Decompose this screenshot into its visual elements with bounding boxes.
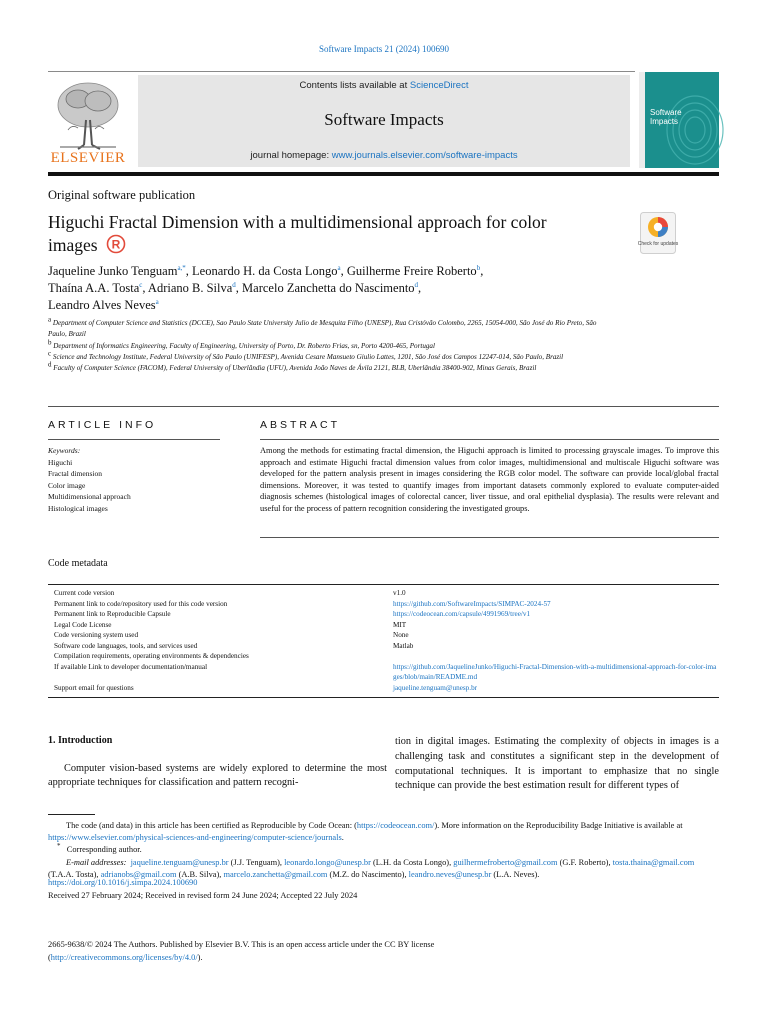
metadata-value: MIT xyxy=(393,620,407,629)
metadata-value: Matlab xyxy=(393,641,414,650)
email-owner: (L.A. Neves). xyxy=(493,869,540,879)
email-link[interactable]: marcelo.zanchetta@gmail.com xyxy=(223,869,328,879)
keywords-block xyxy=(48,445,228,514)
license-suffix: ). xyxy=(197,952,203,962)
author xyxy=(347,264,483,278)
email-link[interactable]: guilhermefroberto@gmail.com xyxy=(453,857,558,867)
introduction-paragraph-left: Computer vision-based systems are widely explored to determine the most appropriate techniques for classification and pattern recogni- xyxy=(48,763,387,788)
metadata-value: v1.0 xyxy=(393,589,406,597)
author-affiliation-marker[interactable]: d xyxy=(232,280,236,289)
affiliation-divider xyxy=(48,406,719,407)
affiliation-marker: b xyxy=(48,338,52,347)
contents-prefix: Contents lists available at xyxy=(299,80,410,91)
table-row xyxy=(48,630,719,641)
abstract-text: Among the methods for estimating fractal dimension, the Higuchi approach is limited to processing grayscale images. To improve this approach and estimate Higuchi fractal dimension values from color images, multidimensional and multiscale Higuchi software was developed for the pattern analysis present in images considering the RGB color model. The software can provide local/global fractal dimensions. Moreover, it was tested to quantify images from important datasets commonly explored to evaluate computer-aided diagnosis schemes (histological images of colorectal cancer, liver tissue, and oral epithelial dysplasia). The results were relevant and useful for the process of pattern recognition considering the investigated groups. xyxy=(260,446,719,513)
paper-title-text: Higuchi Fractal Dimension with a multidimensional approach for color images xyxy=(48,212,547,255)
affiliations xyxy=(48,315,608,374)
code-metadata-table xyxy=(48,584,719,698)
author xyxy=(148,281,242,295)
author-affiliation-marker[interactable]: a,* xyxy=(177,263,186,272)
affiliation-item xyxy=(48,349,608,363)
author-separator: , xyxy=(142,281,148,295)
author-name[interactable]: Leandro Alves Neves xyxy=(48,298,156,312)
metadata-key: Legal Code License xyxy=(54,620,112,629)
code-metadata-heading: Code metadata xyxy=(48,558,108,569)
check-for-updates-icon[interactable] xyxy=(637,212,679,254)
author-name[interactable]: Adriano B. Silva xyxy=(147,281,233,295)
author-affiliation-marker[interactable]: d xyxy=(414,280,419,289)
sciencedirect-link[interactable]: ScienceDirect xyxy=(409,80,469,91)
email-separator: , xyxy=(219,869,224,879)
elsevier-wordmark: ELSEVIER xyxy=(50,150,126,166)
table-row xyxy=(48,683,719,694)
metadata-key: If available Link to developer documentation/manual xyxy=(54,662,208,671)
metadata-key: Current code version xyxy=(54,589,115,597)
email-owner: (L.H. da Costa Longo) xyxy=(373,857,450,867)
license-statement: 2665-9638/© 2024 The Authors. Published by Elsevier B.V. This is an open access article under the CC BY license (http://creativecommons.org/licenses/by/4.0/). xyxy=(48,940,435,962)
table-row xyxy=(48,609,719,620)
author-affiliation-marker[interactable]: a xyxy=(155,297,159,306)
doi-link[interactable]: https://doi.org/10.1016/j.simpa.2024.100690 xyxy=(48,878,198,887)
journal-title: Software Impacts xyxy=(324,110,444,129)
email-label: E-mail addresses: xyxy=(66,857,127,867)
author-separator: , xyxy=(340,264,347,278)
header-bottom-rule xyxy=(48,172,719,176)
license-text: 2665-9638/© 2024 The Authors. Published by Elsevier B.V. This is an open access article under the CC BY license xyxy=(48,940,435,949)
author-affiliation-marker[interactable]: a xyxy=(337,263,341,272)
metadata-key: Code versioning system used xyxy=(54,631,139,639)
license-link[interactable]: http://creativecommons.org/licenses/by/4.0/ xyxy=(50,952,198,962)
introduction-paragraph-right: tion in digital images. Estimating the complexity of objects in images is a challenging task and constitutes a significant step in the development of computational techniques. It is important to emphasize that no single technique can provide the best estimation result for different types of xyxy=(395,736,719,792)
author-list xyxy=(48,263,608,314)
metadata-key: Permanent link to Reproducible Capsule xyxy=(54,610,171,618)
footnote-rule xyxy=(48,814,95,815)
journal-reference-link[interactable]: Software Impacts 21 (2024) 100690 xyxy=(319,44,449,54)
footnote-text: ). More information on the Reproducibility Badge Initiative is available at xyxy=(434,821,683,830)
support-email-link[interactable]: jaqueline.tenguam@unesp.br xyxy=(393,683,478,692)
abstract-heading: ABSTRACT xyxy=(260,419,341,431)
author xyxy=(242,281,421,295)
keyword-item: Histological images xyxy=(48,503,108,513)
email-owner: (J.J. Tenguam) xyxy=(230,857,280,867)
corresponding-author-note xyxy=(48,844,719,856)
keywords-label: Keywords: xyxy=(48,446,81,455)
abstract-bottom-divider xyxy=(260,537,719,538)
cover-title: Software Impacts xyxy=(650,108,682,126)
affiliation-marker: d xyxy=(48,360,52,369)
author xyxy=(48,281,148,295)
corresponding-marker: * xyxy=(57,842,61,851)
author-separator: , xyxy=(235,281,243,295)
email-owner: (M.Z. do Nascimento) xyxy=(329,869,405,879)
metadata-key: Compilation requirements, operating environments & dependencies xyxy=(54,652,249,660)
email-link[interactable]: leandro.neves@unesp.br xyxy=(408,869,492,879)
affiliation-marker: c xyxy=(48,349,52,358)
author xyxy=(192,264,347,278)
author-name[interactable]: Thaína A.A. Tosta xyxy=(48,281,140,295)
capsule-link[interactable]: https://codeocean.com/capsule/4991969/tree/v1 xyxy=(393,610,531,618)
metadata-key: Software code languages, tools, and services used xyxy=(54,641,198,650)
footnote-text: . xyxy=(341,833,344,843)
reproducible-footnote xyxy=(48,820,719,844)
email-link[interactable]: leonardo.longo@unesp.br xyxy=(284,857,371,867)
table-row xyxy=(48,620,719,631)
table-row xyxy=(48,599,719,610)
table-row xyxy=(48,651,719,662)
metadata-key: Permanent link to code/repository used for this code version xyxy=(54,599,228,608)
journal-cover-image[interactable] xyxy=(639,72,719,168)
affiliation-text: Faculty of Computer Science (FACOM), Federal University of Uberlândia (UFU), Avenida João Naves de Ávila 2121, BLB, Uberlândia 38400-902, Minas Gerais, Brazil xyxy=(53,364,537,373)
metadata-value: None xyxy=(393,631,409,639)
metadata-value xyxy=(393,651,719,662)
author-name[interactable]: Jaqueline Junko Tenguam xyxy=(48,264,178,278)
email-separator: , xyxy=(449,857,454,867)
affiliation-text: Department of Informatics Engineering, Faculty of Engineering, University of Porto, Dr. Roberto Frias, sn, Porto 4200-465, Portugal xyxy=(53,341,435,350)
affiliation-item xyxy=(48,315,608,341)
codeocean-link[interactable]: https://codeocean.com/ xyxy=(356,821,435,830)
author xyxy=(48,298,159,312)
author-name[interactable]: Marcelo Zanchetta do Nascimento xyxy=(242,281,415,295)
author-affiliation-marker[interactable]: b xyxy=(476,263,481,272)
author-separator: , xyxy=(480,264,484,278)
email-link[interactable]: adrianobs@gmail.com xyxy=(100,869,177,879)
keyword-item: Higuchi xyxy=(48,457,73,467)
email-separator: , xyxy=(404,869,409,879)
elsevier-badge-info-link[interactable]: https://www.elsevier.com/physical-sciences-and-engineering/computer-science/journals xyxy=(48,833,342,843)
footnotes xyxy=(48,820,719,881)
affiliation-text: Department of Computer Science and Statistics (DCCE), Sao Paulo State University Julio de Mesquita Filho (UNESP), Rua Cristóvão Colombo, 2265, 15054-000, São José do Rio Preto, São Paulo, Brazil xyxy=(48,319,597,339)
table-row xyxy=(48,588,719,599)
affiliation-marker: a xyxy=(48,315,52,324)
homepage-link[interactable]: www.journals.elsevier.com/software-impacts xyxy=(331,150,518,161)
email-owner: (G.F. Roberto) xyxy=(559,857,609,867)
corresponding-text: Corresponding author. xyxy=(66,845,142,855)
affiliation-text: Science and Technology Institute, Federal University of São Paulo (UNIFESP), Avenida Cesare Mansueto Giulio Lattes, 1201, São José dos Campos 12247-014, São Paulo, Brazil xyxy=(52,352,564,361)
introduction-heading: 1. Introduction xyxy=(48,735,113,746)
publication-type: Original software publication xyxy=(48,188,196,202)
metadata-key: Support email for questions xyxy=(54,683,134,692)
author-affiliation-marker[interactable]: c xyxy=(139,280,143,289)
email-separator: , xyxy=(608,857,613,867)
received-dates: Received 27 February 2024; Received in revised form 24 June 2024; Accepted 22 July 2024 xyxy=(48,890,358,900)
footnote-text: The code (and data) in this article has been certified as Reproducible by Code Ocean: ( xyxy=(66,821,357,830)
reproducible-badge-icon[interactable] xyxy=(106,234,126,254)
publication-history xyxy=(48,877,719,902)
article-info-heading: ARTICLE INFO xyxy=(48,419,157,431)
repository-link[interactable]: https://github.com/SoftwareImpacts/SIMPAC-2024-57 xyxy=(393,599,551,608)
contents-availability xyxy=(138,80,630,91)
article-info-divider xyxy=(48,439,220,440)
affiliation-item xyxy=(48,360,608,374)
keyword-item: Color image xyxy=(48,480,86,490)
documentation-link[interactable]: https://github.com/JaquelineJunko/Higuchi-Fractal-Dimension-with-a-multidimensional-approach-for-color-images/blob/main/README.md xyxy=(393,662,717,681)
reproducible-badge-letter: R xyxy=(111,237,121,252)
author xyxy=(48,264,192,278)
table-row xyxy=(48,641,719,652)
keyword-item: Multidimensional approach xyxy=(48,492,131,501)
email-owner: (T.A.A. Tosta) xyxy=(48,869,97,879)
affiliation-item xyxy=(48,338,608,352)
paper-title xyxy=(48,211,588,257)
header-top-rule xyxy=(48,71,635,72)
email-link[interactable]: tosta.thaina@gmail.com xyxy=(612,857,695,867)
homepage-prefix: journal homepage: xyxy=(250,150,332,161)
author-name[interactable]: Leonardo H. da Costa Longo xyxy=(192,264,338,278)
journal-homepage xyxy=(138,150,630,161)
table-row xyxy=(48,662,719,683)
author-separator: , xyxy=(418,281,422,295)
keyword-item: Fractal dimension xyxy=(48,469,102,478)
abstract-divider xyxy=(260,439,719,440)
email-separator: , xyxy=(96,869,101,879)
author-separator: , xyxy=(185,264,193,278)
email-separator: , xyxy=(279,857,285,867)
check-updates-label: Check for updates xyxy=(637,241,679,247)
email-link[interactable]: jaqueline.tenguam@unesp.br xyxy=(130,857,229,867)
email-owner: (A.B. Silva) xyxy=(178,869,220,879)
author-name[interactable]: Guilherme Freire Roberto xyxy=(346,264,477,278)
